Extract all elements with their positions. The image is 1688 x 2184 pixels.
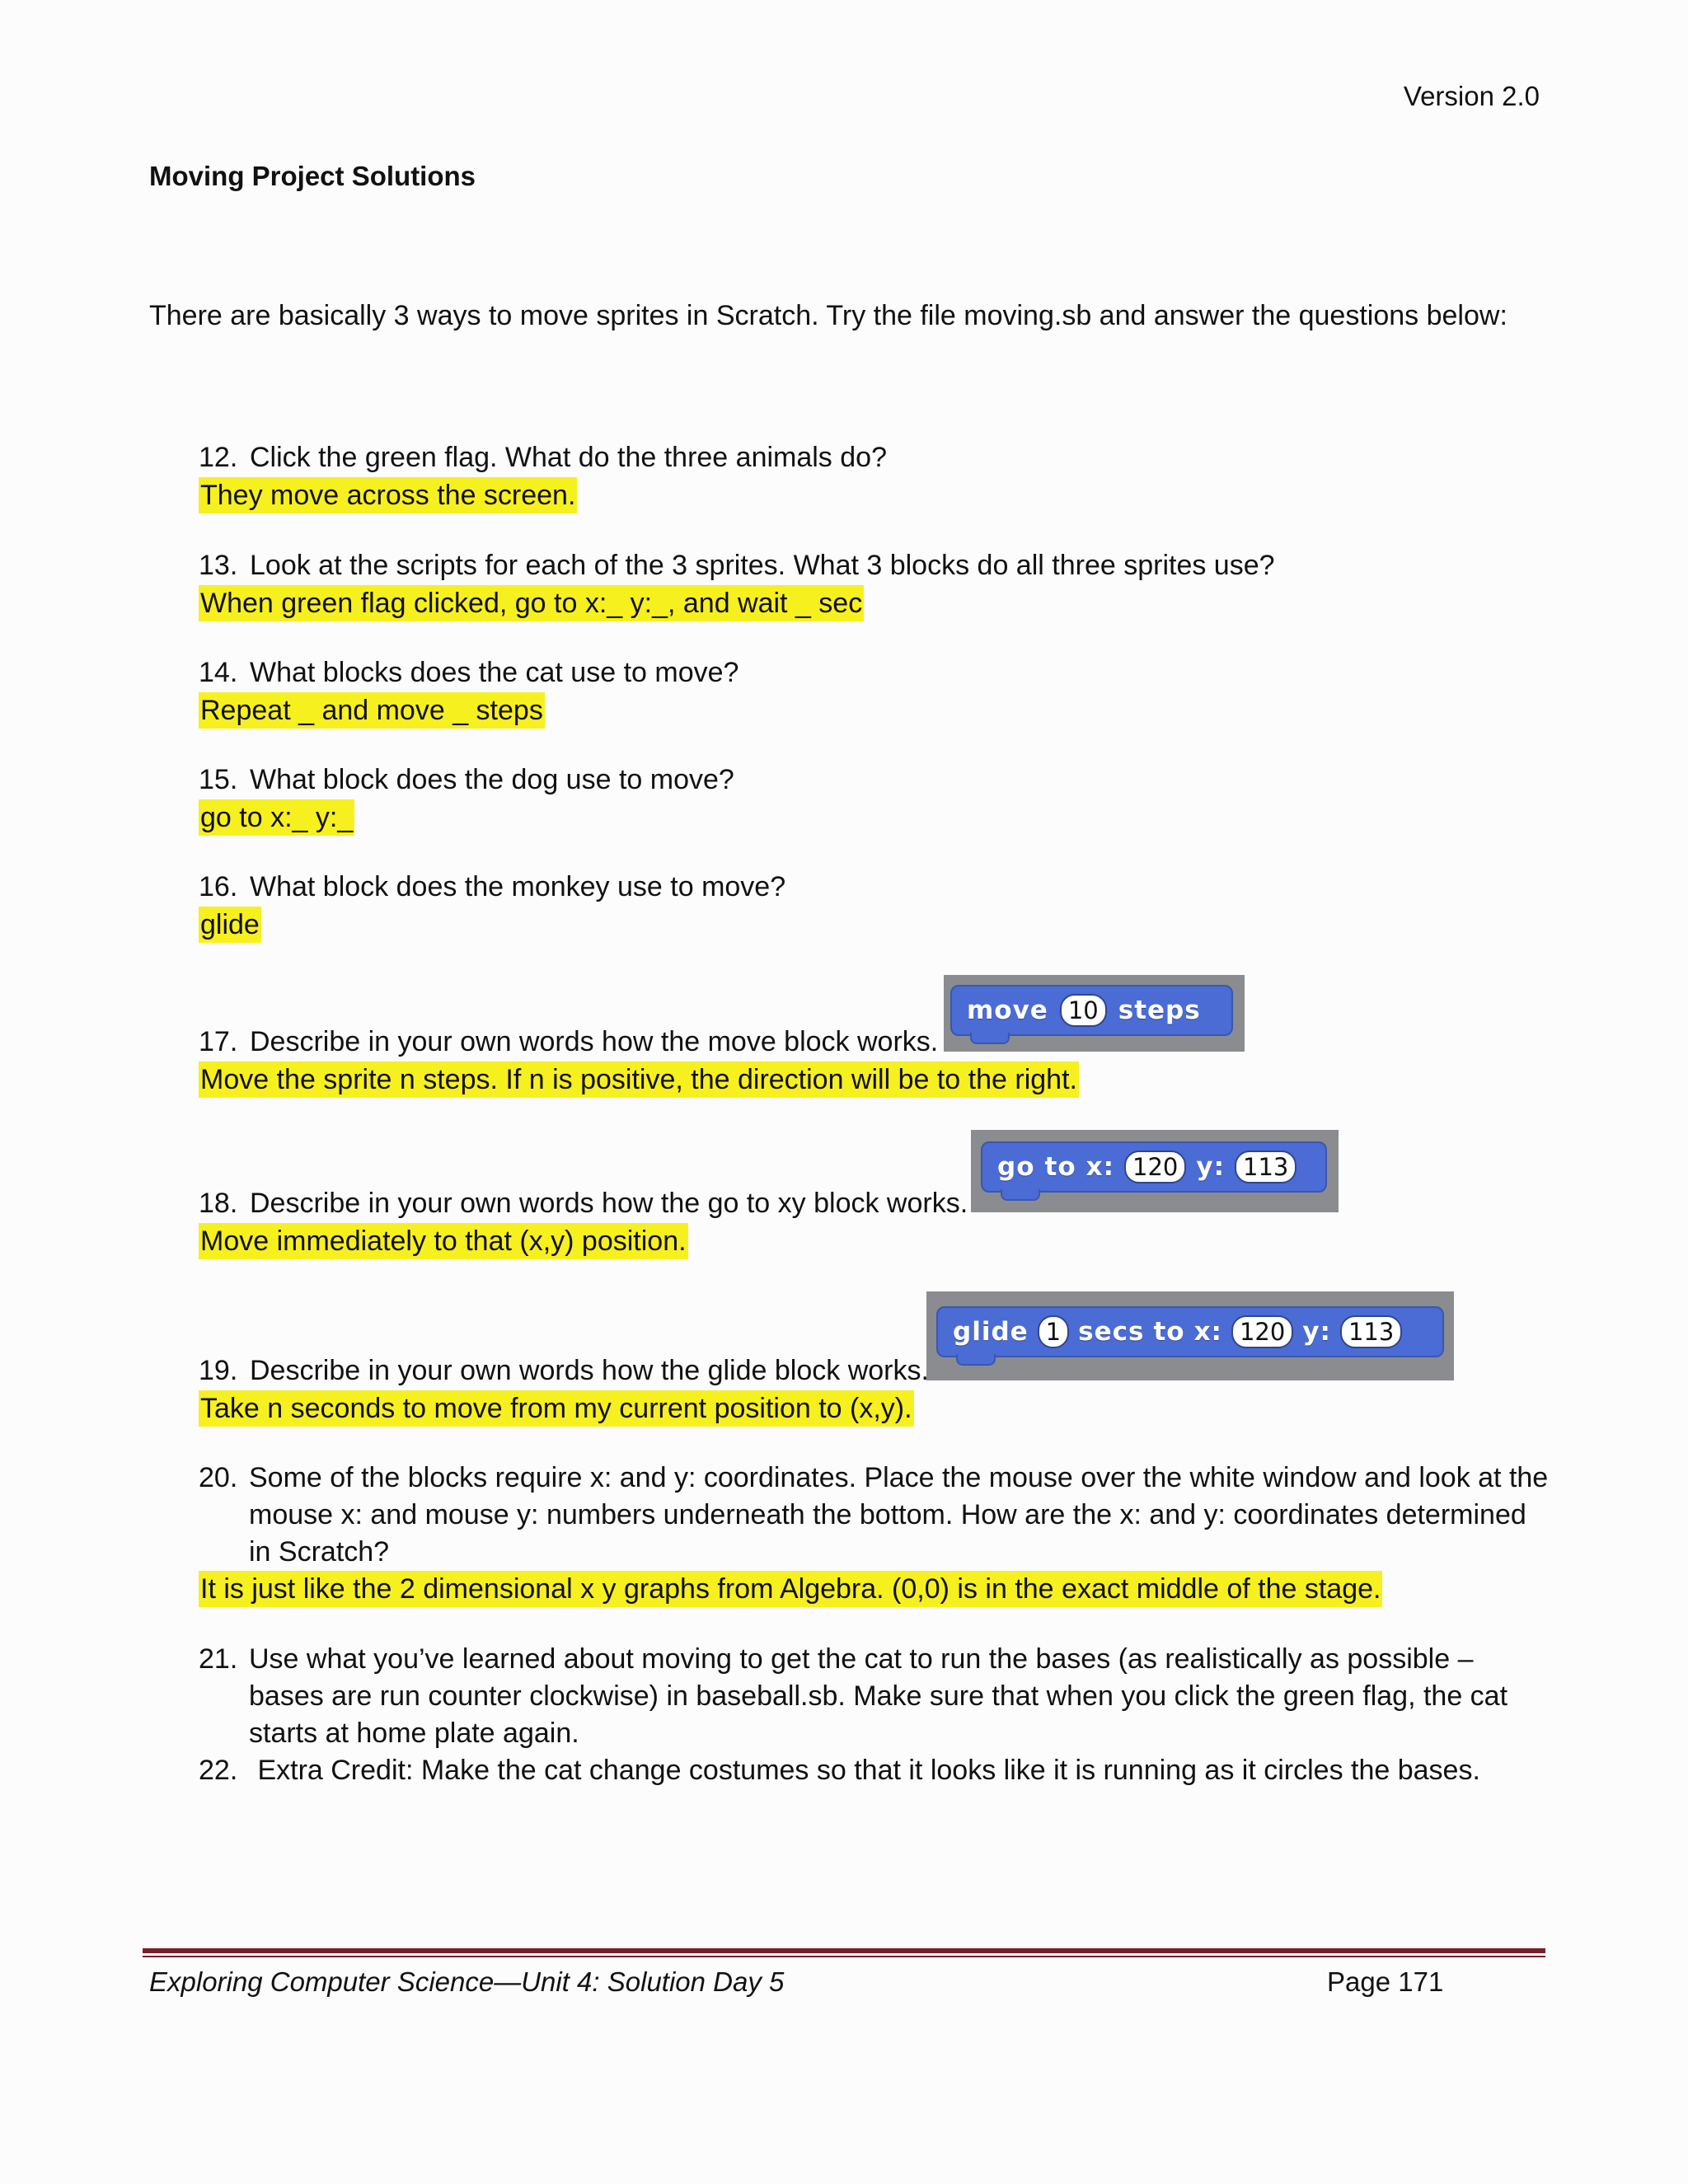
move-block-image bbox=[944, 975, 1245, 1052]
block-input: 1 bbox=[1038, 1315, 1069, 1348]
question-16 bbox=[199, 869, 785, 906]
block-input: 120 bbox=[1124, 1151, 1186, 1183]
question-number: 21. bbox=[199, 1643, 238, 1675]
goto-block-image bbox=[971, 1130, 1339, 1212]
question-number: 20. bbox=[199, 1462, 238, 1493]
question-21 bbox=[199, 1641, 1550, 1752]
question-13 bbox=[199, 547, 1275, 584]
page-title: Moving Project Solutions bbox=[149, 161, 476, 191]
question-number: 18. bbox=[199, 1188, 238, 1219]
answer-15: go to x:_ y:_ bbox=[199, 799, 354, 836]
footer-rule bbox=[143, 1948, 1545, 1953]
block-keyword: y: bbox=[1196, 1152, 1225, 1182]
block-keyword: x: bbox=[1085, 1152, 1115, 1182]
question-text: Extra Credit: Make the cat change costumes so that it looks like it is running as it circles the bases. bbox=[250, 1755, 1480, 1786]
question-text: Some of the blocks require x: and y: coordinates. Place the mouse over the white window and look at the mouse x: and mouse y: numbers underneath the bottom. How are the x: and y: coordinates determined in Scratch? bbox=[249, 1462, 1549, 1568]
block-keyword: glide bbox=[953, 1317, 1029, 1347]
question-number: 15. bbox=[199, 764, 238, 795]
answer-16: glide bbox=[199, 907, 261, 943]
question-text: What blocks does the cat use to move? bbox=[250, 657, 739, 688]
question-text: Look at the scripts for each of the 3 sprites. What 3 blocks do all three sprites use? bbox=[250, 550, 1275, 581]
answer-18: Move immediately to that (x,y) position. bbox=[199, 1223, 688, 1259]
question-text: What block does the monkey use to move? bbox=[250, 871, 786, 902]
footer-rule-thin bbox=[143, 1956, 1545, 1957]
answer-14: Repeat _ and move _ steps bbox=[199, 692, 545, 729]
question-18 bbox=[199, 1185, 968, 1222]
move-steps-block bbox=[950, 985, 1233, 1036]
version-label: Version 2.0 bbox=[1403, 81, 1540, 111]
block-keyword: to bbox=[1044, 1152, 1076, 1182]
glide-block-image bbox=[926, 1291, 1454, 1380]
glide-block bbox=[936, 1306, 1444, 1357]
block-keyword: steps bbox=[1118, 996, 1201, 1025]
answer-12: They move across the screen. bbox=[199, 477, 577, 513]
intro-text: There are basically 3 ways to move sprites in Scratch. Try the file moving.sb and answer the questions below: bbox=[149, 300, 1507, 331]
block-input: 113 bbox=[1235, 1151, 1296, 1183]
question-text: What block does the dog use to move? bbox=[250, 764, 734, 795]
question-text: Use what you’ve learned about moving to get the cat to run the bases (as realistically as possible – bases are run counter clockwise) in baseball.sb. Make sure that when you click the green flag, the cat starts at home plate again. bbox=[249, 1643, 1508, 1749]
block-keyword: y: bbox=[1302, 1317, 1331, 1347]
goto-xy-block bbox=[981, 1141, 1327, 1193]
question-14 bbox=[199, 654, 738, 691]
footer-course-title: Exploring Computer Science—Unit 4: Solution Day 5 bbox=[149, 1966, 785, 1997]
question-text: Describe in your own words how the glide block works. bbox=[250, 1355, 929, 1386]
block-input: 10 bbox=[1060, 994, 1107, 1027]
question-19 bbox=[199, 1352, 929, 1390]
answer-13: When green flag clicked, go to x:_ y:_, and wait _ sec bbox=[199, 585, 864, 621]
answer-19: Take n seconds to move from my current position to (x,y). bbox=[199, 1390, 914, 1427]
answer-20: It is just like the 2 dimensional x y graphs from Algebra. (0,0) is in the exact middle of the stage. bbox=[199, 1571, 1382, 1607]
block-keyword: x: bbox=[1193, 1317, 1222, 1347]
page-number: Page 171 bbox=[1327, 1966, 1444, 1997]
question-17 bbox=[199, 1024, 938, 1061]
block-input: 113 bbox=[1340, 1315, 1402, 1348]
block-keyword: go bbox=[997, 1152, 1035, 1182]
question-22 bbox=[199, 1752, 1480, 1789]
block-keyword: move bbox=[967, 996, 1048, 1025]
question-number: 17. bbox=[199, 1026, 238, 1057]
block-input: 120 bbox=[1231, 1315, 1293, 1348]
question-20 bbox=[199, 1460, 1550, 1571]
question-number: 16. bbox=[199, 871, 238, 902]
block-keyword: to bbox=[1153, 1317, 1185, 1347]
question-number: 22. bbox=[199, 1755, 238, 1786]
question-12 bbox=[199, 439, 887, 476]
question-15 bbox=[199, 762, 734, 799]
answer-17: Move the sprite n steps. If n is positive, the direction will be to the right. bbox=[199, 1062, 1079, 1098]
question-number: 13. bbox=[199, 550, 238, 581]
question-text: Click the green flag. What do the three animals do? bbox=[250, 442, 887, 473]
question-text: Describe in your own words how the go to xy block works. bbox=[250, 1188, 968, 1219]
question-number: 19. bbox=[199, 1355, 238, 1386]
block-keyword: secs bbox=[1078, 1317, 1145, 1347]
question-text: Describe in your own words how the move block works. bbox=[250, 1026, 939, 1057]
question-number: 14. bbox=[199, 657, 238, 688]
question-number: 12. bbox=[199, 442, 238, 473]
